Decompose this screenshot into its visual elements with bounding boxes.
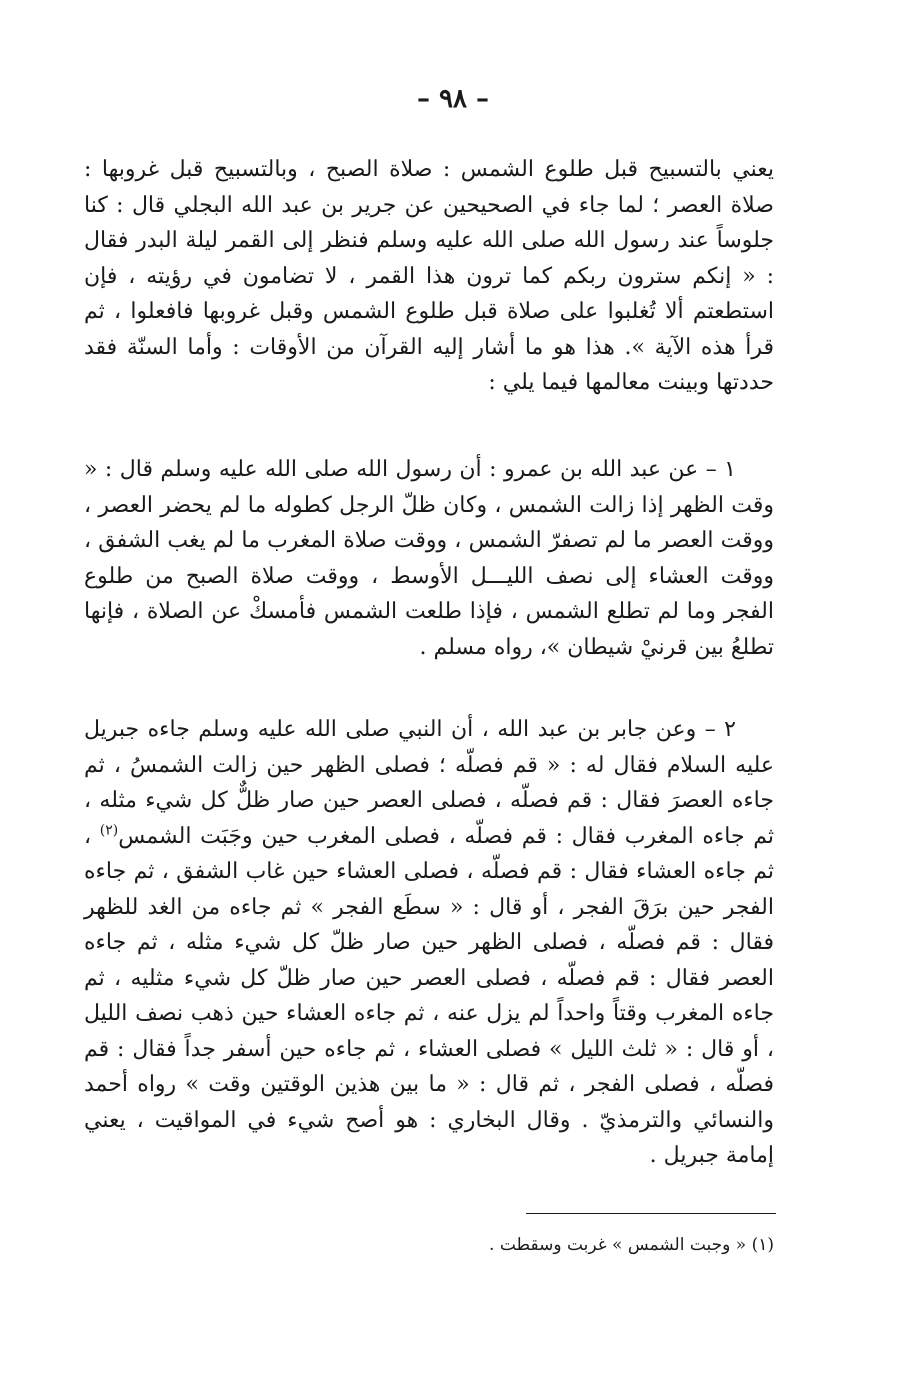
footnote-divider (526, 1213, 776, 1214)
footnote-reference: (٢) (99, 822, 119, 839)
hadith-2-text-a: ٢ – وعن جابر بن عبد الله ، أن النبي صلى الله عليه وسلم جاءه جبريل عليه السلام فقال له : « قم فصلّه ؛ فصلى الظهر حين زالت الشمسُ ، ثم جاءه العصرَ فقال : قم فصلّه ، فصلى العصر حين صار ظلٌّ كل شيء مثله ، ثم جاءه المغرب فقال : قم فصلّه ، فصلى المغرب حين وجَبَت الشمس (84, 717, 775, 849)
intro-paragraph: يعني بالتسبيح قبل طلوع الشمس : صلاة الصبح ، وبالتسبيح قبل غروبها : صلاة العصر ؛ لما جاء في الصحيحين عن جرير بن عبد الله البجلي قال : كنا جلوساً عند رسول الله صلى الله عليه وسلم فنظر إلى القمر ليلة البدر فقال : « إنكم سترون ربكم كما ترون هذا القمر ، لا تضامون في رؤيته ، فإن استطعتم ألا تُغلبوا على صلاة قبل طلوع الشمس وقبل غروبها فافعلوا ، ثم قرأ هذه الآية ». هذا هو ما أشار إليه القرآن من الأوقات : وأما السنّة فقد حددتها وبينت معالمها فيما يلي : (84, 157, 774, 395)
hadith-1-paragraph: ١ – عن عبد الله بن عمرو : أن رسول الله صلى الله عليه وسلم قال : « وقت الظهر إذا زالت الشمس ، وكان ظلّ الرجل كطوله ما لم يحضر العصر ، ووقت العصر ما لم تصفرّ الشمس ، ووقت صلاة المغرب ما لم يغب الشفق ، ووقت العشاء إلى نصف الليـــل الأوسط ، ووقت صلاة الصبح من طلوع الفجر وما لم تطلع الشمس ، فإذا طلعت الشمس فأمسكْ عن الصلاة ، فإنها تطلعُ بين قرنيْ شيطان »، رواه مسلم . (84, 457, 774, 660)
footnote: (١) « وجبت الشمس » غربت وسقطت . (489, 1235, 774, 1255)
hadith-2-text-b: ، ثم جاءه العشاء فقال : قم فصلّه ، فصلى العشاء حين غاب الشفق ، ثم جاءه الفجر حين برَقَ الفجر ، أو قال : « سطَع الفجر » ثم جاءه من الغد للظهر فقال : قم فصلّه ، فصلى الظهر حين صار ظلّ كل شيء مثله ، ثم جاءه العصر فقال : قم فصلّه ، فصلى العصر حين صار ظلّ كل شيء مثليه ، ثم جاءه المغرب وقتاً واحداً لم يزل عنه ، ثم جاءه العشاء حين ذهب نصف الليل ، أو قال : « ثلث الليل » فصلى العشاء ، ثم جاءه حين أسفر جداً فقال : قم فصلّه ، فصلى الفجر ، ثم قال : « ما بين هذين الوقتين وقت » رواه أحمد والنسائي والترمذيّ . وقال البخاري : هو أصح شيء في المواقيت ، يعني إمامة جبريل . (84, 823, 774, 1168)
hadith-2-paragraph (84, 712, 774, 1174)
page-number: – ٩٨ – (416, 84, 490, 114)
